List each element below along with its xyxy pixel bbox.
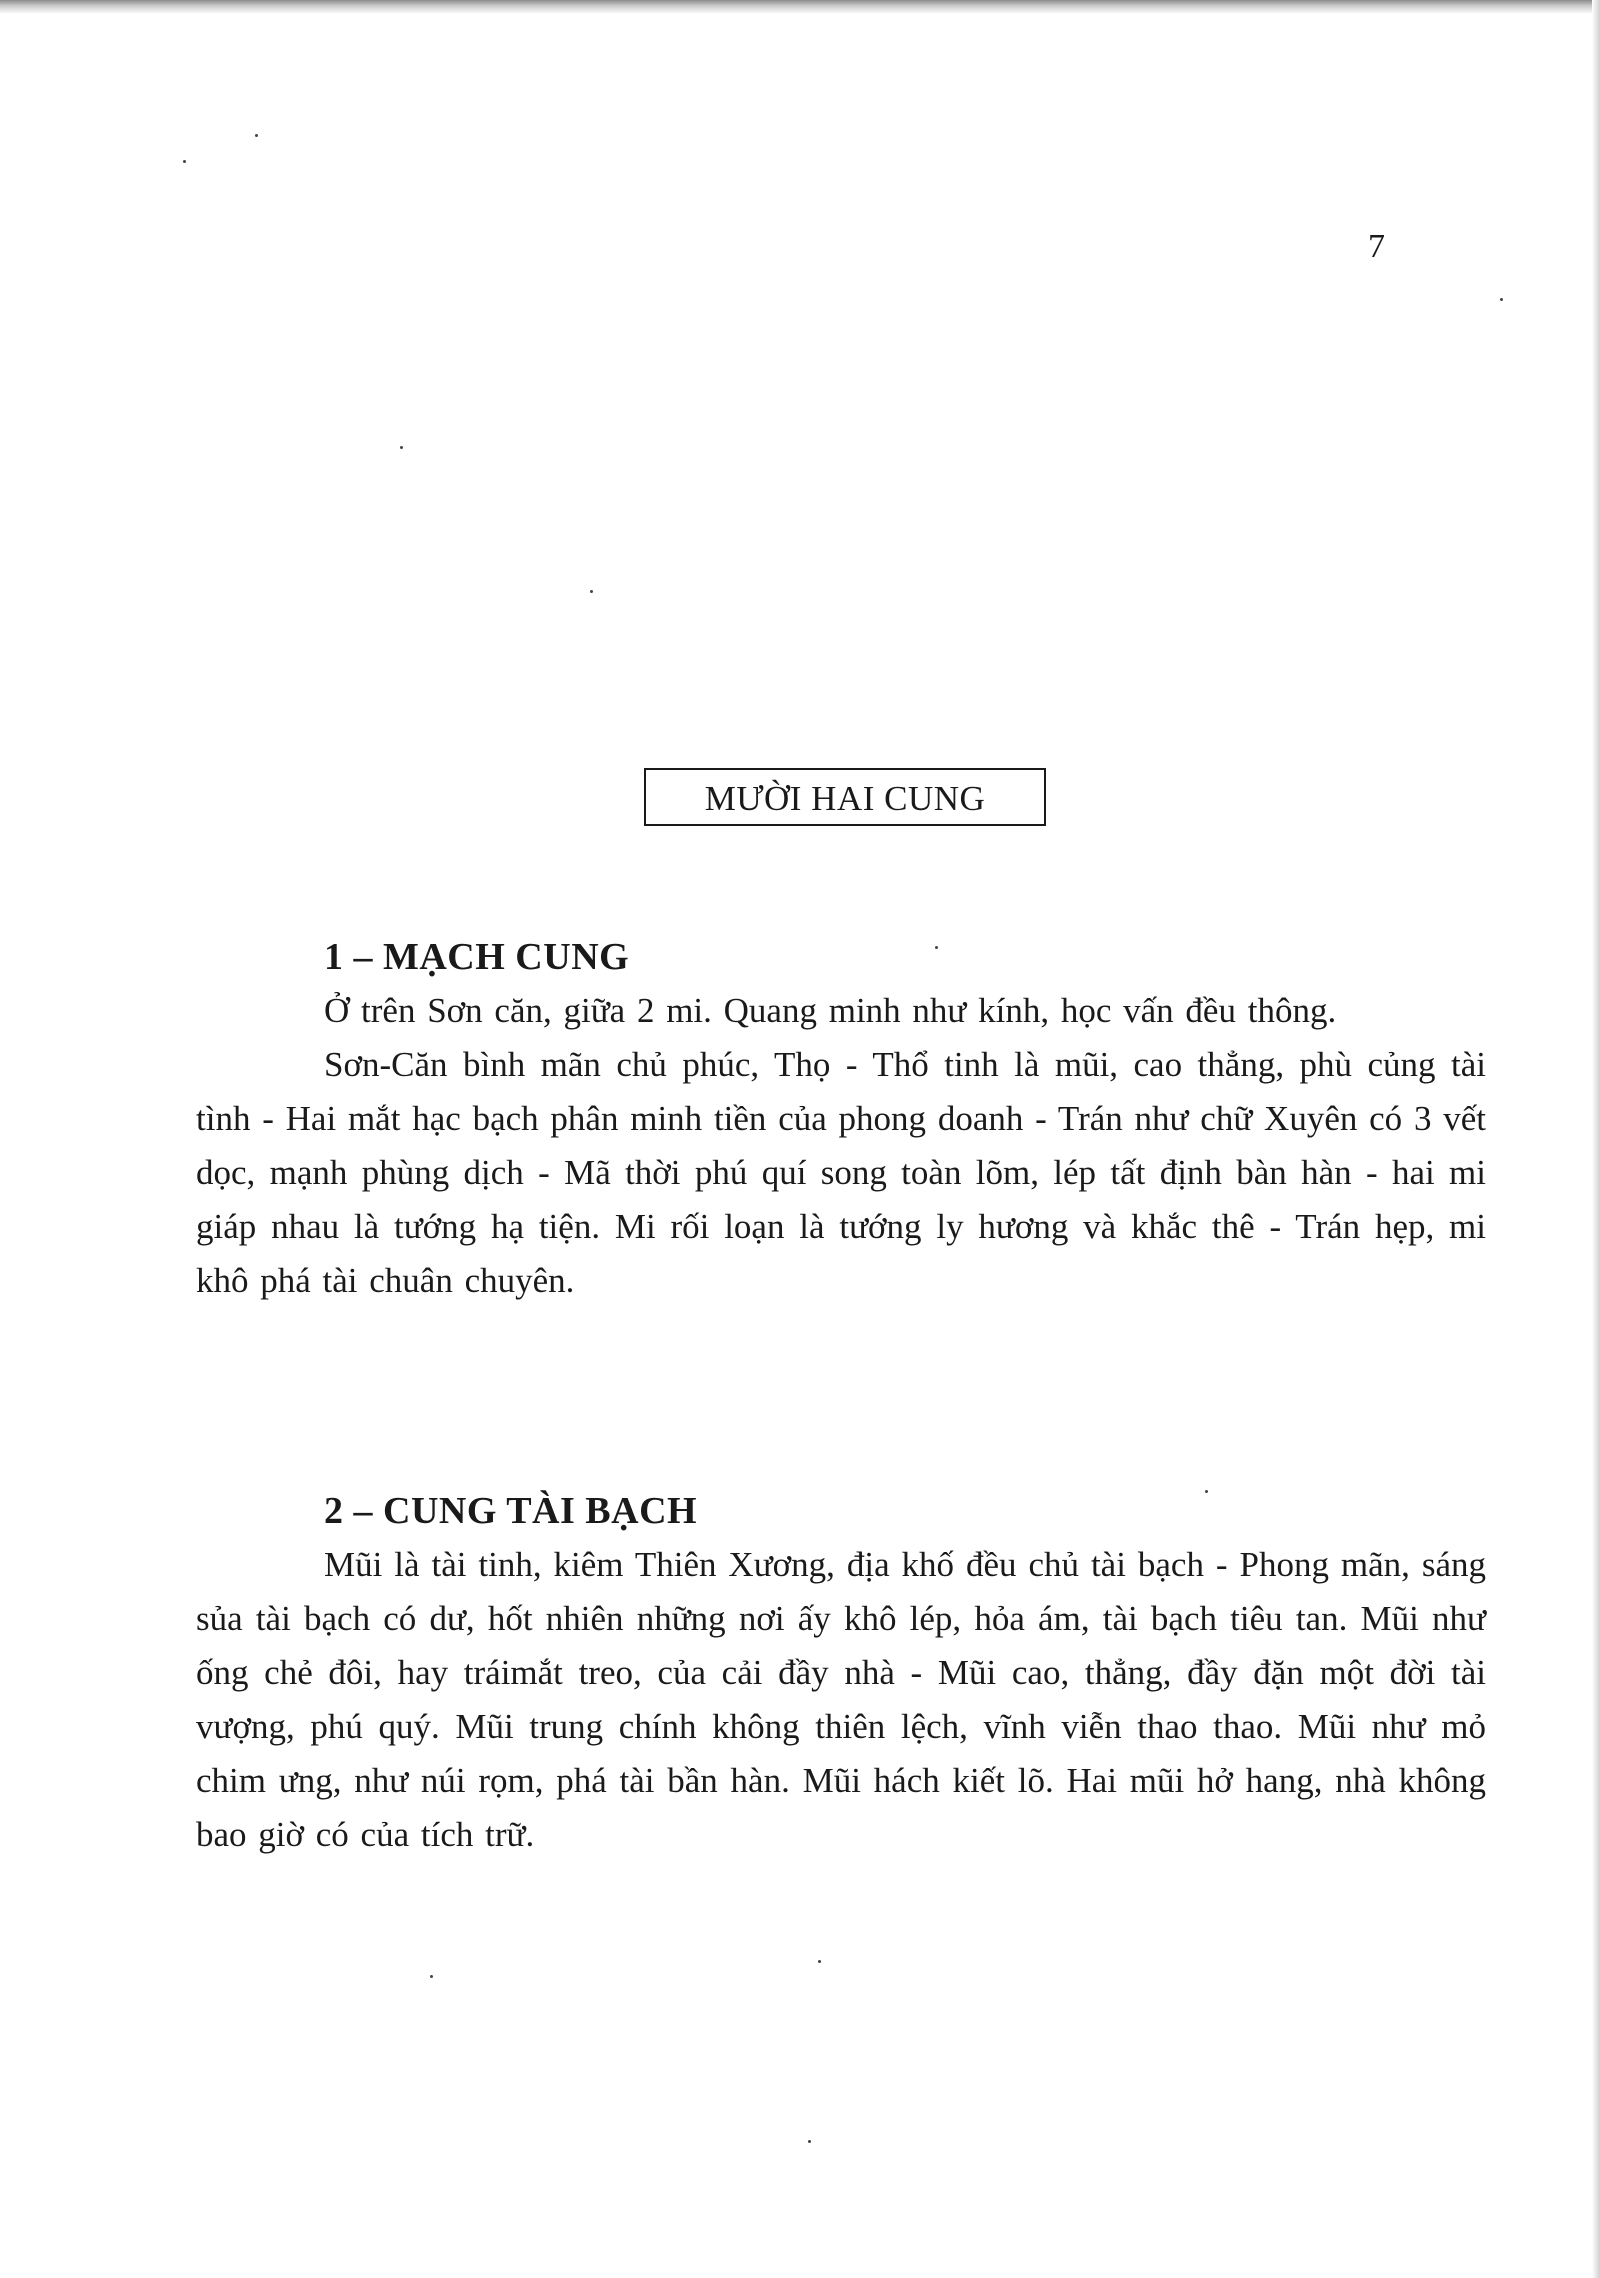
scan-speck — [818, 1960, 821, 1963]
paragraph: Mũi là tài tinh, kiêm Thiên Xương, địa khố đều chủ tài bạch - Phong mãn, sáng sủa tài bạch có dư, hốt nhiên những nơi ấy khô lép, hỏa ám, tài bạch tiêu tan. Mũi như ống chẻ đôi, hay tráimắt treo, của cải đầy nhà - Mũi cao, thẳng, đầy đặn một đời tài vượng, phú quý. Mũi trung chính không thiên lệch, vĩnh viễn thao thao. Mũi như mỏ chim ưng, như núi rọm, phá tài bần hàn. Mũi hách kiết lõ. Hai mũi hở hang, nhà không bao giờ có của tích trữ. — [196, 1545, 1486, 1854]
paragraph: Ở trên Sơn căn, giữa 2 mi. Quang minh như kính, học vấn đều thông. — [324, 991, 1337, 1030]
section-mach-cung — [196, 930, 1486, 1308]
scan-speck — [430, 1975, 433, 1978]
scan-speck — [808, 2140, 811, 2143]
scan-right-edge — [1592, 0, 1600, 2278]
chapter-title: MƯỜI HAI CUNG — [644, 768, 1046, 826]
section-heading: 1 – MẠCH CUNG — [324, 936, 630, 978]
section-heading: 2 – CUNG TÀI BẠCH — [324, 1490, 698, 1532]
scan-top-edge — [0, 0, 1600, 14]
page-number: 7 — [1368, 228, 1385, 265]
scan-speck — [183, 160, 186, 163]
section-cung-tai-bach — [196, 1484, 1486, 1862]
paragraph: Sơn-Căn bình mãn chủ phúc, Thọ - Thổ tinh là mũi, cao thẳng, phù củng tài tình - Hai mắt hạc bạch phân minh tiền của phong doanh - Trán như chữ Xuyên có 3 vết dọc, mạnh phùng dịch - Mã thời phú quí song toàn lõm, lép tất định bàn hàn - hai mi giáp nhau là tướng hạ tiện. Mi rối loạn là tướng ly hương và khắc thê - Trán hẹp, mi khô phá tài chuân chuyên. — [196, 1045, 1486, 1300]
scan-speck — [400, 446, 403, 449]
scan-speck — [590, 590, 593, 593]
scan-speck — [1500, 298, 1503, 301]
scan-speck — [255, 134, 258, 137]
